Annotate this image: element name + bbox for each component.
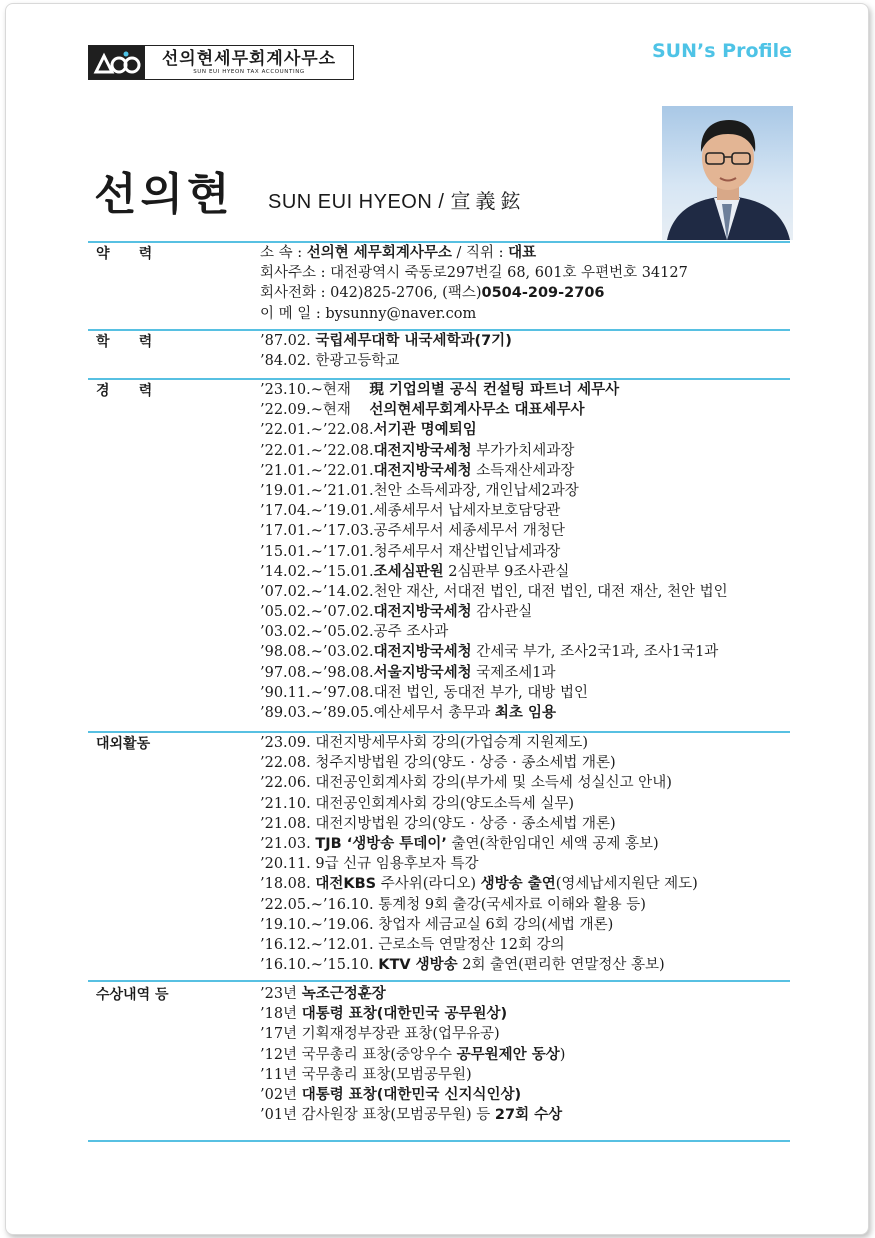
list-item: ’17.01.~’17.03.공주세무서 세종세무서 개청단: [260, 523, 565, 540]
list-item: ’15.01.~’17.01.청주세무서 재산법인납세과장: [260, 543, 561, 560]
list-item: ’18.08. 대전KBS 주사위(라디오) 생방송 출연(영세납세지원단 제도): [260, 876, 698, 893]
list-item: ’14.02.~’15.01.조세심판원 2심판부 9조사관실: [260, 563, 570, 580]
list-item: 회사주소 : 대전광역시 죽동로297번길 68, 601호 우편번호 34127: [260, 265, 688, 282]
section-label: 경 력: [96, 383, 153, 399]
career-lines: [260, 380, 728, 723]
list-item: ’03.02.~’05.02.공주 조사과: [260, 624, 449, 641]
list-item: ’22.01.~’22.08.대전지방국세청 부가가치세과장: [260, 442, 575, 459]
list-item: ’01년 감사원장 표창(모범공무원) 등 27회 수상: [260, 1107, 563, 1124]
profile-tag: SUN’s Profile: [652, 40, 792, 62]
logo-name-kr: 선의현세무회계사무소: [161, 49, 337, 69]
logo-name-en: SUN EUI HYEON TAX ACCOUNTING: [193, 69, 305, 75]
divider: [88, 980, 790, 982]
list-item: ’19.01.~’21.01.천안 소득세과장, 개인납세2과장: [260, 482, 579, 499]
activities-lines: [260, 733, 698, 975]
list-item: ’23.09. 대전지방세무사회 강의(가업승계 지원제도): [260, 735, 588, 751]
logo-mark-icon: [89, 46, 145, 79]
list-item: ’22.01.~’22.08.서기관 명예퇴임: [260, 422, 477, 439]
company-logo: [88, 45, 354, 80]
list-item: ’90.11.~’97.08.대전 법인, 동대전 부가, 대방 법인: [260, 684, 588, 701]
list-item: ’20.11. 9급 신규 임용후보자 특강: [260, 856, 479, 873]
name-korean: 선의현: [94, 169, 234, 220]
list-item: 소 속 : 선의현 세무회계사무소 / 직위 : 대표: [260, 245, 537, 261]
list-item: 회사전화 : 042)825-2706, (팩스)0504-209-2706: [260, 285, 605, 302]
name-separator: /: [438, 191, 445, 213]
awards-lines: [260, 984, 565, 1125]
education-lines: [260, 331, 512, 371]
list-item: 이 메 일 : bysunny@naver.com: [260, 305, 477, 322]
list-item: ’87.02. 국립세무대학 내국세학과(7기): [260, 333, 512, 349]
list-item: ’07.02.~’14.02.천안 재산, 서대전 법인, 대전 법인, 대전 재산, 천안 법인: [260, 583, 728, 600]
list-item: ’16.10.~’15.10. KTV 생방송 2회 출연(편리한 연말정산 홍보): [260, 957, 665, 974]
list-item: ’22.09.~현재 선의현세무회계사무소 대표세무사: [260, 402, 585, 419]
section-label: 약 력: [96, 246, 153, 262]
profile-photo: [662, 106, 793, 240]
section-label: 수상내역 등: [96, 987, 169, 1003]
logo-text: [145, 46, 353, 79]
list-item: ’21.08. 대전지방법원 강의(양도 · 상증 · 종소세법 개론): [260, 815, 616, 832]
list-item: ’19.10.~’19.06. 창업자 세금교실 6회 강의(세법 개론): [260, 916, 614, 933]
section-label: 대외활동: [96, 736, 151, 752]
divider: [88, 1140, 790, 1142]
list-item: ’17년 기획재정부장관 표창(업무유공): [260, 1026, 500, 1043]
list-item: ’02년 대통령 표창(대한민국 신지식인상): [260, 1086, 522, 1103]
list-item: ’11년 국무총리 표창(모범공무원): [260, 1066, 472, 1083]
list-item: ’98.08.~’03.02.대전지방국세청 간세국 부가, 조사2국1과, 조사1국1과: [260, 644, 719, 661]
list-item: ’97.08.~’98.08.서울지방국세청 국제조세1과: [260, 664, 556, 681]
list-item: ’16.12.~’12.01. 근로소득 연말정산 12회 강의: [260, 936, 565, 953]
list-item: ’21.01.~’22.01.대전지방국세청 소득재산세과장: [260, 462, 575, 479]
list-item: ’22.06. 대전공인회계사회 강의(부가세 및 소득세 성실신고 안내): [260, 775, 672, 792]
list-item: ’17.04.~’19.01.세종세무서 납세자보호담당관: [260, 503, 561, 520]
list-item: ’21.10. 대전공인회계사회 강의(양도소득세 실무): [260, 795, 574, 812]
list-item: ’84.02. 한광고등학교: [260, 353, 400, 370]
list-item: ’22.08. 청주지방법원 강의(양도 · 상증 · 종소세법 개론): [260, 755, 616, 772]
list-item: ’05.02.~’07.02.대전지방국세청 감사관실: [260, 604, 533, 621]
section-label: 학 력: [96, 334, 153, 350]
list-item: ’21.03. TJB ‘생방송 투데이’ 출연(착한임대인 세액 공제 홍보): [260, 835, 659, 852]
name-english-line: [268, 185, 526, 214]
list-item: ’23년 녹조근정훈장: [260, 986, 386, 1002]
list-item: ’18년 대통령 표창(대한민국 공무원상): [260, 1006, 508, 1023]
list-item: ’22.05.~’16.10. 통계청 9회 출강(국세자료 이해와 활용 등): [260, 896, 646, 913]
name-english: SUN EUI HYEON: [268, 191, 433, 213]
list-item: ’12년 국무총리 표창(중앙우수 공무원제안 동상): [260, 1046, 566, 1063]
list-item: ’89.03.~’89.05.예산세무서 총무과 최초 임용: [260, 705, 556, 721]
brief-lines: [260, 243, 688, 324]
list-item: ’23.10.~현재 現 기업의별 공식 컨설팅 파트너 세무사: [260, 382, 620, 398]
name-hanja: 宣義鉉: [450, 189, 526, 213]
